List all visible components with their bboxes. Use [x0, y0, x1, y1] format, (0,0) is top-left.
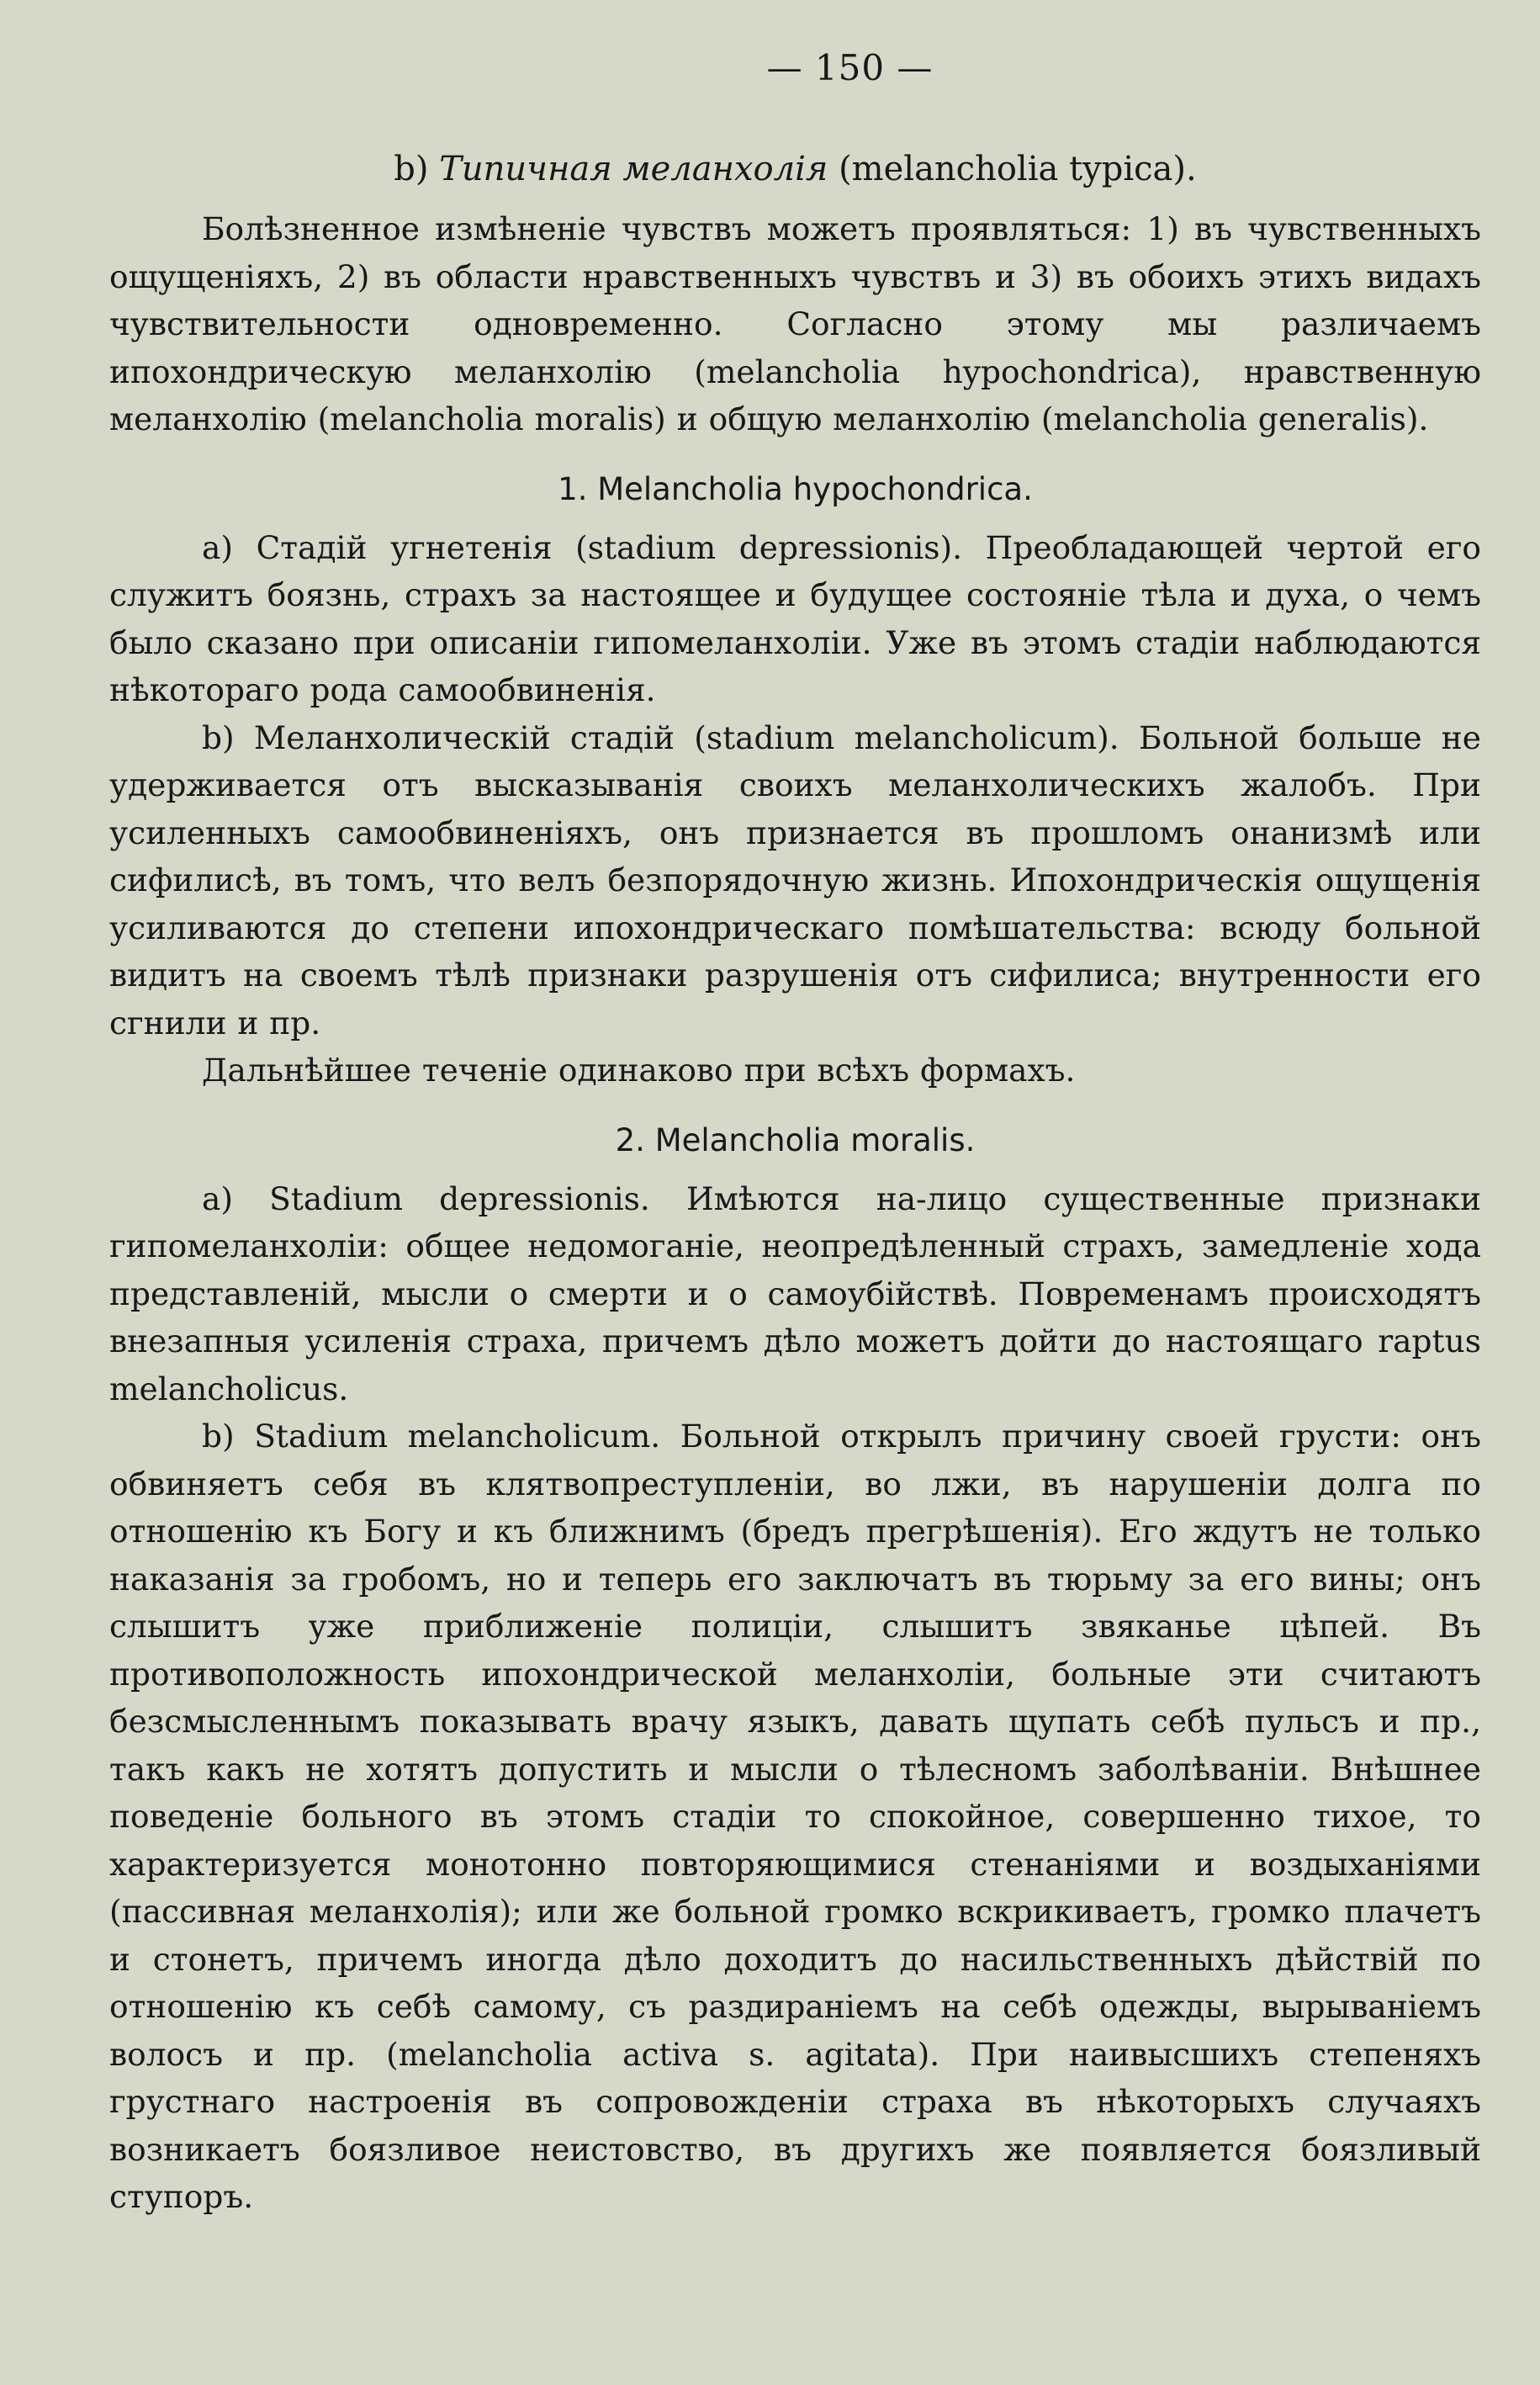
subheading-hypochondrica: 1. Melancholia hypochondrica. — [558, 470, 1033, 507]
hypochondrica-paragraph-a: а) Стадій угнетенія (stadium depressionis). Преобладающей чертой его служитъ боязнь, страхъ за настоящее и будущее состояніе тѣла и духа, о чемъ было сказано при описаніи гипомеланхоліи. Уже въ этомъ стадіи наблюдаются нѣкотораго рода самообвиненія. — [109, 528, 1481, 708]
intro-paragraph: Болѣзненное измѣненіе чувствъ можетъ проявляться: 1) въ чувственныхъ ощущеніяхъ, 2) въ области нравственныхъ чувствъ и 3) въ обоихъ этихъ видахъ чувствительности одновременно. Согласно этому мы различаемъ ипохондрическую меланхолію (melancholia hypochondrica), нравственную меланхолію (melancholia moralis) и общую меланхолію (melancholia generalis). — [109, 210, 1481, 437]
hypochondrica-paragraph-c: Дальнѣйшее теченіе одинаково при всѣхъ формахъ. — [202, 1052, 1076, 1089]
section-title-latin: (melancholia typica). — [828, 150, 1197, 188]
section-heading-typical-melancholia — [109, 145, 1481, 193]
section-title-italic: Типичная меланхолія — [439, 150, 828, 188]
moralis-paragraph-a: а) Stadium depressionis. Имѣются на-лицо существенные признаки гипомеланхоліи: общее недомоганіе, неопредѣленный страхъ, замедленіе хода представленій, мысли о смерти и о самоубійствѣ. Повременамъ происходятъ внезапныя усиленія страха, причемъ дѣло можетъ дойти до настоящаго raptus melancholicus. — [109, 1179, 1481, 1407]
hypochondrica-paragraph-b: b) Меланхолическій стадій (stadium melancholicum). Больной больше не удерживается отъ высказыванія своихъ меланхолическихъ жалобъ. При усиленныхъ самообвиненіяхъ, онъ признается въ прошломъ онанизмѣ или сифилисѣ, въ томъ, что велъ безпорядочную жизнь. Ипохондрическія ощущенія усиливаются до степени ипохондрическаго помѣшательства: всюду больной видитъ на своемъ тѣлѣ признаки разрушенія отъ сифилиса; внутренности его сгнили и пр. — [109, 718, 1481, 1041]
section-letter: b) — [394, 150, 440, 188]
moralis-paragraph-b: b) Stadium melancholicum. Больной открылъ причину своей грусти: онъ обвиняетъ себя въ клятвопреступленіи, во лжи, въ нарушеніи долга по отношенію къ Богу и къ ближнимъ (бредъ прегрѣшенія). Его ждутъ не только наказанія за гробомъ, но и теперь его заключатъ въ тюрьму за его вины; онъ слышитъ уже приближеніе полиціи, слышитъ звяканье цѣпей. Въ противоположность ипохондрической меланхоліи, больные эти считаютъ безсмысленнымъ показывать врачу языкъ, давать щупать себѣ пульсъ и пр., такъ какъ не хотятъ допустить и мысли о тѣлесномъ заболѣваніи. Внѣшнее поведеніе больного въ этомъ стадіи то спокойное, совершенно тихое, то характеризуется монотонно повторяющимися стенаніями и воздыханіями (пассивная меланхолія); или же больной громко вскрикиваетъ, громко плачетъ и стонетъ, причемъ иногда дѣло доходитъ до насильственныхъ дѣйствій по отношенію къ себѣ самому, съ раздираніемъ на себѣ одежды, вырываніемъ волосъ и пр. (melancholia activa s. agitata). При наивысшихъ степеняхъ грустнаго настроенія въ сопровожденіи страха въ нѣкоторыхъ случаяхъ возникаетъ боязливое неистовство, въ другихъ же появляется боязливый ступоръ. — [109, 1418, 1481, 2215]
subheading-moralis: 2. Melancholia moralis. — [615, 1121, 976, 1158]
page-number: — 150 — — [766, 47, 934, 88]
